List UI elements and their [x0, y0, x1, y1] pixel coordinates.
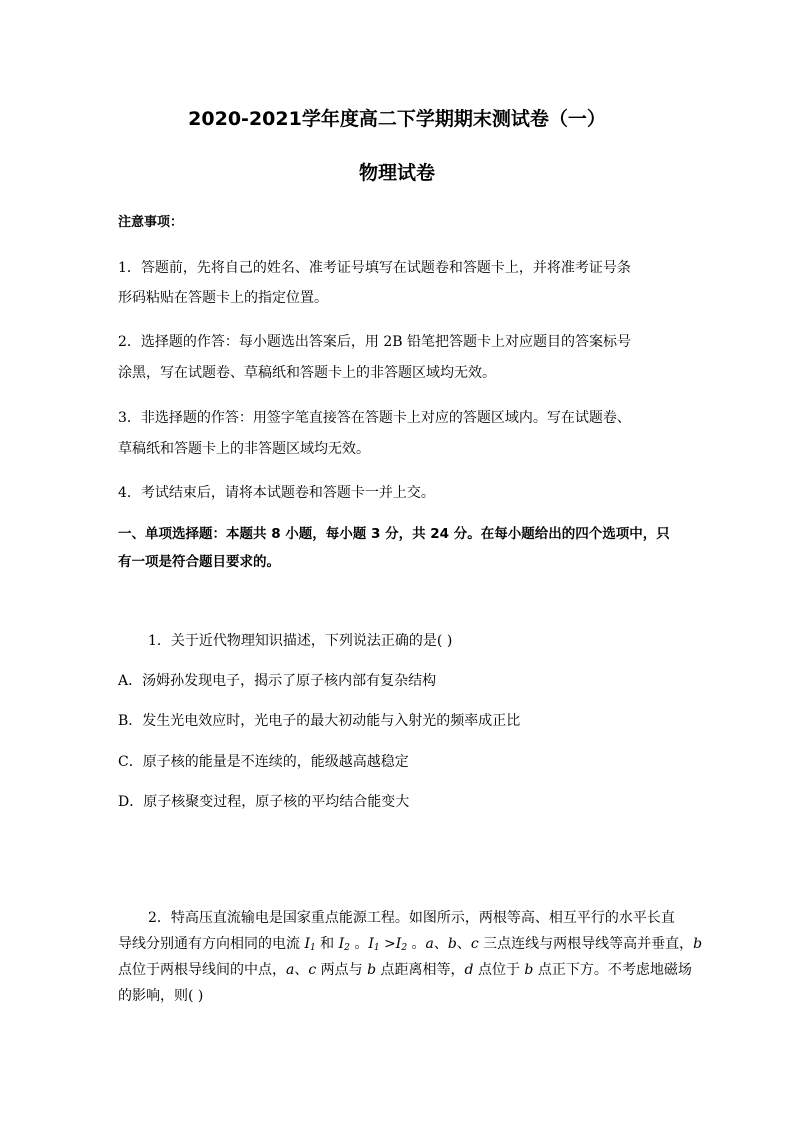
question-1-option-d: D．原子核聚变过程，原子核的平均结合能变大 [118, 794, 410, 810]
question-1-stem: 1．关于近代物理知识描述，下列说法正确的是( ) [148, 633, 453, 649]
current-i2: $I_2$ [338, 936, 350, 953]
question-2-line-1: 2．特高压直流输电是国家重点能源工程。如图所示，两根等高、相互平行的水平长直 [148, 910, 675, 926]
notice-item-1-line-2: 形码粘贴在答题卡上的指定位置。 [118, 290, 328, 306]
current-i1: $I_1$ [304, 936, 316, 953]
question-2-line-2: 导线分别通有方向相同的电流 $I_1$ 和 $I_2$ 。$I_1 >I_2$ 。a、b、c 三点连线与两根导线等高并垂直，b [118, 936, 703, 953]
point-b: b [447, 936, 457, 952]
point-b: b [524, 962, 534, 978]
notice-item-4: 4．考试结束后，请将本试题卷和答题卡一并上交。 [118, 485, 435, 501]
question-1-option-a: A．汤姆孙发现电子，揭示了原子核内部有复杂结构 [118, 673, 437, 689]
question-2-line-4: 的影响，则( ) [118, 988, 204, 1004]
current-i1-compare: $I_1$ [368, 936, 380, 953]
exam-title: 2020-2021学年度高二下学期期末测试卷（一） [188, 108, 606, 130]
point-d: d [464, 962, 474, 978]
section-1-heading-line-1: 一、单项选择题：本题共 8 小题，每小题 3 分，共 24 分。在每小题给出的四个选项中，只 [118, 526, 670, 542]
notice-item-2-line-1: 2．选择题的作答：每小题选出答案后，用 2B 铅笔把答题卡上对应题目的答案标号 [118, 334, 632, 350]
notice-item-3-line-2: 草稿纸和答题卡上的非答题区域均无效。 [118, 441, 370, 457]
point-b: b [367, 962, 377, 978]
point-a: a [286, 962, 295, 978]
current-i2-compare: $I_2$ [395, 936, 408, 953]
notice-item-1-line-1: 1．答题前，先将自己的姓名、准考证号填写在试题卷和答题卡上，并将准考证号条 [118, 260, 631, 276]
subject-title: 物理试卷 [358, 162, 435, 184]
notice-item-3-line-1: 3．非选择题的作答：用签字笔直接答在答题卡上对应的答题区域内。写在试题卷、 [118, 410, 631, 426]
question-1-option-b: B．发生光电效应时，光电子的最大初动能与入射光的频率成正比 [118, 713, 521, 729]
point-a: a [425, 936, 434, 952]
notice-heading: 注意事项： [118, 215, 184, 230]
notice-item-2-line-2: 涂黑，写在试题卷、草稿纸和答题卡上的非答题区域均无效。 [118, 365, 496, 381]
point-c: c [308, 962, 317, 978]
point-b: b [693, 936, 703, 952]
question-1-option-c: C．原子核的能量是不连续的，能级越高越稳定 [118, 754, 409, 770]
point-c: c [470, 936, 479, 952]
question-2-line-3: 点位于两根导线间的中点，a、c 两点与 b 点距离相等，d 点位于 b 点正下方。不考虑地磁场 [118, 962, 692, 978]
section-1-heading-line-2: 有一项是符合题目要求的。 [118, 554, 280, 570]
q2-text: 导线分别通有方向相同的电流 [118, 936, 305, 952]
